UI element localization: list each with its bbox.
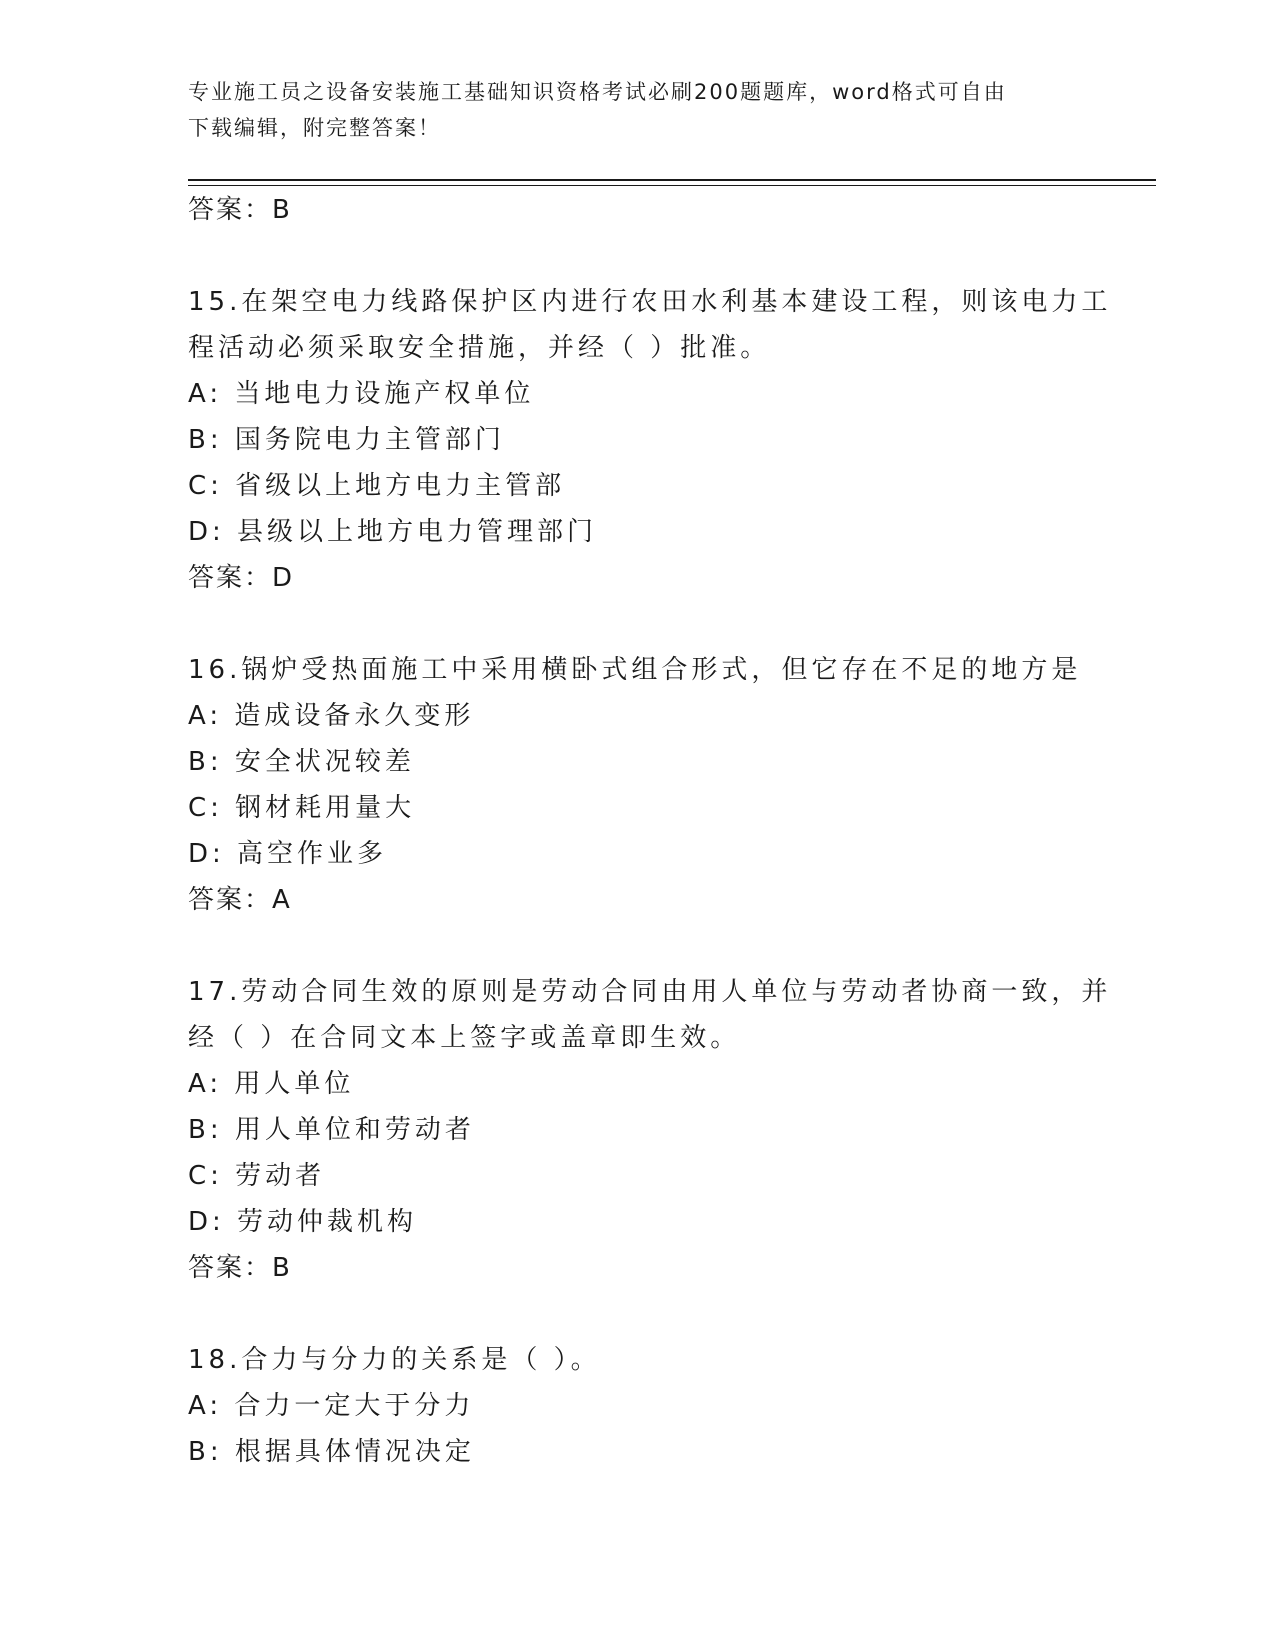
answer-line: 答案：B <box>188 1253 292 1283</box>
option-b: B: 根据具体情况决定 <box>188 1437 475 1467</box>
question-content <box>188 187 1112 1475</box>
header-divider-thin <box>188 185 1156 186</box>
previous-answer: 答案：B <box>188 195 292 225</box>
question-block <box>188 1337 1088 1475</box>
question-block <box>188 647 1088 923</box>
question-block <box>188 279 1112 601</box>
option-a: A: 造成设备永久变形 <box>188 701 475 731</box>
answer-line: 答案：D <box>188 563 295 593</box>
question-text-line: 经（ ）在合同文本上签字或盖章即生效。 <box>188 1023 741 1053</box>
document-header-title: 专业施工员之设备安装施工基础知识资格考试必刷200题题库，word格式可自由 下载编辑，附完整答案！ <box>188 80 1007 140</box>
question-text-line: 17.劳动合同生效的原则是劳动合同由用人单位与劳动者协商一致，并 <box>188 977 1112 1007</box>
question-text-line: 18.合力与分力的关系是（ ）。 <box>188 1345 601 1375</box>
option-b: B: 安全状况较差 <box>188 747 415 777</box>
option-d: D: 县级以上地方电力管理部门 <box>188 517 598 547</box>
option-a: A: 合力一定大于分力 <box>188 1391 475 1421</box>
option-d: D: 高空作业多 <box>188 839 388 869</box>
header-divider-thick <box>188 179 1156 181</box>
question-text-line: 15.在架空电力线路保护区内进行农田水利基本建设工程，则该电力工 <box>188 287 1112 317</box>
question-text-line: 16.锅炉受热面施工中采用横卧式组合形式，但它存在不足的地方是 <box>188 655 1082 685</box>
spacer <box>188 601 1088 647</box>
option-b: B: 用人单位和劳动者 <box>188 1115 475 1145</box>
option-c: C: 劳动者 <box>188 1161 326 1191</box>
option-a: A: 用人单位 <box>188 1069 355 1099</box>
option-a: A: 当地电力设施产权单位 <box>188 379 535 409</box>
spacer <box>188 1291 1088 1337</box>
option-b: B: 国务院电力主管部门 <box>188 425 505 455</box>
question-block <box>188 969 1112 1291</box>
question-text-line: 程活动必须采取安全措施，并经（ ）批准。 <box>188 333 771 363</box>
spacer <box>188 233 1088 279</box>
spacer <box>188 923 1088 969</box>
option-d: D: 劳动仲裁机构 <box>188 1207 418 1237</box>
answer-line: 答案：A <box>188 885 292 915</box>
option-c: C: 省级以上地方电力主管部 <box>188 471 566 501</box>
option-c: C: 钢材耗用量大 <box>188 793 416 823</box>
